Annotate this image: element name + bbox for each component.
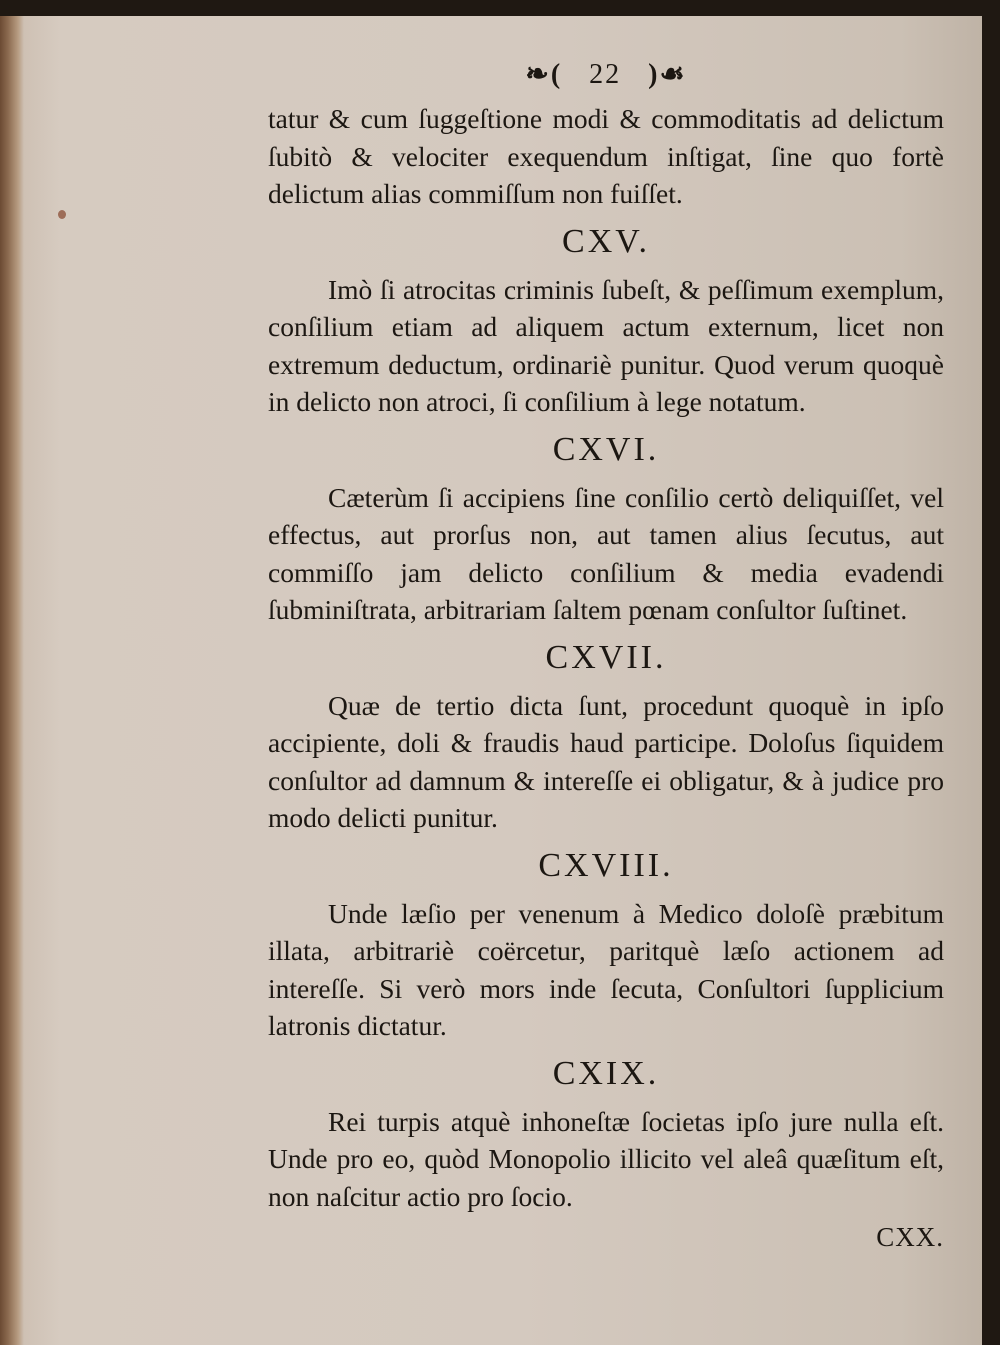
section-heading-cxviii: CXVIII. <box>538 846 674 884</box>
section-heading-cxvii: CXVII. <box>545 638 667 676</box>
section-heading-cxvi: CXVI. <box>552 430 660 468</box>
page-header <box>268 50 944 100</box>
paragraph-cxv: Imò ſi atrocitas criminis ſubeſt, & peſſimum exemplum, conſilium etiam ad aliquem actum externum, licet non extremum deductum, ordinariè punitur. Quod verum quoquè in delicto non atroci, ſi conſilium à lege notatum. <box>268 273 944 417</box>
paragraph-cxvii: Quæ de tertio dicta ſunt, procedunt quoquè in ipſo accipiente, doli & fraudis haud participe. Doloſus ſiquidem conſultor ad damnum & intereſſe ei obligatur, & à judice pro modo delicti punitur. <box>268 689 944 833</box>
section-heading-cxix: CXIX. <box>552 1054 660 1092</box>
catchword: CXX. <box>876 1222 944 1252</box>
page-gutter <box>0 16 24 1345</box>
section-heading-cxv: CXV. <box>562 222 650 260</box>
paragraph-cxvi: Cæterùm ſi accipiens ſine conſilio certò deliquiſſet, vel effectus, aut prorſus non, aut tamen alius ſecutus, aut commiſſo jam delicto conſilium & media evadendi ſubminiſtrata, arbitrariam ſaltem pœnam conſultor ſuſtinet. <box>268 481 944 625</box>
page-text <box>268 50 944 1257</box>
paragraph-continuation: tatur & cum ſuggeſtione modi & commoditatis ad delictum ſubitò & velociter exequendum inſtigat, ſine quo fortè delictum alias commiſſum non fuiſſet. <box>268 103 944 209</box>
paragraph-cxix: Rei turpis atquè inhoneſtæ ſocietas ipſo jure nulla eſt. Unde pro eo, quòd Monopolio illicito vel aleâ quæſitum eſt, non naſcitur actio pro ſocio. <box>268 1105 944 1212</box>
ornament-right-icon: )☙ <box>648 59 687 90</box>
page-number: 22 <box>589 59 622 90</box>
stain-spot <box>58 210 66 219</box>
ornament-left-icon: ❧( <box>525 59 563 90</box>
paragraph-cxviii: Unde læſio per venenum à Medico doloſè præbitum illata, arbitrariè coërcetur, paritquè læſo actionem ad intereſſe. Si verò mors inde ſecuta, Conſultori ſupplicium latronis dictatur. <box>268 897 944 1041</box>
